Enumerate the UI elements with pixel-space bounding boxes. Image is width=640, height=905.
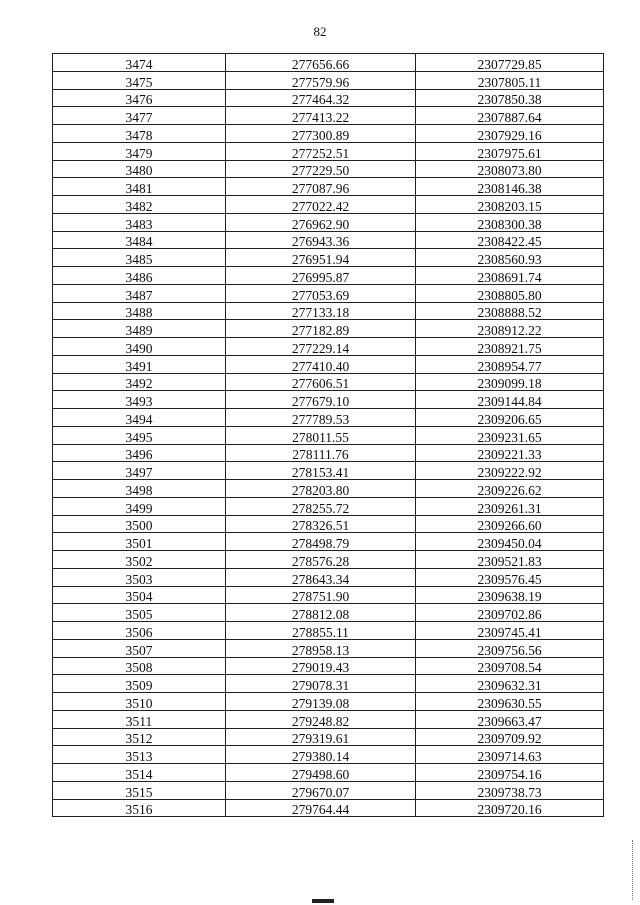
point-number-cell: 3509: [53, 675, 226, 693]
point-number-cell: 3502: [53, 551, 226, 569]
table-row: [53, 89, 604, 107]
y-coordinate-cell: 2307975.61: [416, 142, 604, 160]
point-number-cell: 3478: [53, 125, 226, 143]
y-coordinate-cell: 2309745.41: [416, 622, 604, 640]
point-number-cell: 3480: [53, 160, 226, 178]
point-number-cell: 3487: [53, 284, 226, 302]
table-row: [53, 54, 604, 72]
point-number-cell: 3515: [53, 781, 226, 799]
table-row: [53, 764, 604, 782]
x-coordinate-cell: 278111.76: [226, 444, 416, 462]
point-number-cell: 3479: [53, 142, 226, 160]
point-number-cell: 3493: [53, 391, 226, 409]
point-number-cell: 3476: [53, 89, 226, 107]
x-coordinate-cell: 277087.96: [226, 178, 416, 196]
table-row: [53, 480, 604, 498]
point-number-cell: 3500: [53, 515, 226, 533]
y-coordinate-cell: 2309206.65: [416, 409, 604, 427]
x-coordinate-cell: 277022.42: [226, 196, 416, 214]
x-coordinate-cell: 277464.32: [226, 89, 416, 107]
table-row: [53, 302, 604, 320]
table-row: [53, 249, 604, 267]
x-coordinate-cell: 277229.50: [226, 160, 416, 178]
x-coordinate-cell: 277656.66: [226, 54, 416, 72]
point-number-cell: 3510: [53, 693, 226, 711]
y-coordinate-cell: 2307887.64: [416, 107, 604, 125]
point-number-cell: 3511: [53, 710, 226, 728]
table-row: [53, 639, 604, 657]
y-coordinate-cell: 2308805.80: [416, 284, 604, 302]
point-number-cell: 3485: [53, 249, 226, 267]
y-coordinate-cell: 2308888.52: [416, 302, 604, 320]
table-row: [53, 515, 604, 533]
table-row: [53, 373, 604, 391]
y-coordinate-cell: 2309231.65: [416, 426, 604, 444]
x-coordinate-cell: 277229.14: [226, 338, 416, 356]
y-coordinate-cell: 2307805.11: [416, 71, 604, 89]
x-coordinate-cell: 277410.40: [226, 355, 416, 373]
table-row: [53, 426, 604, 444]
coordinates-table: [52, 53, 604, 817]
table-row: [53, 125, 604, 143]
table-row: [53, 622, 604, 640]
table-row: [53, 568, 604, 586]
table-row: [53, 338, 604, 356]
y-coordinate-cell: 2309702.86: [416, 604, 604, 622]
point-number-cell: 3505: [53, 604, 226, 622]
table-row: [53, 178, 604, 196]
table-row: [53, 497, 604, 515]
y-coordinate-cell: 2309576.45: [416, 568, 604, 586]
x-coordinate-cell: 277579.96: [226, 71, 416, 89]
point-number-cell: 3481: [53, 178, 226, 196]
bottom-mark: [312, 899, 334, 903]
page-number: 82: [313, 24, 327, 39]
y-coordinate-cell: 2309756.56: [416, 639, 604, 657]
point-number-cell: 3497: [53, 462, 226, 480]
y-coordinate-cell: 2308300.38: [416, 213, 604, 231]
x-coordinate-cell: 279319.61: [226, 728, 416, 746]
table-row: [53, 551, 604, 569]
point-number-cell: 3475: [53, 71, 226, 89]
table-row: [53, 586, 604, 604]
point-number-cell: 3490: [53, 338, 226, 356]
y-coordinate-cell: 2309638.19: [416, 586, 604, 604]
y-coordinate-cell: 2309144.84: [416, 391, 604, 409]
point-number-cell: 3496: [53, 444, 226, 462]
x-coordinate-cell: 279019.43: [226, 657, 416, 675]
x-coordinate-cell: 278255.72: [226, 497, 416, 515]
y-coordinate-cell: 2309754.16: [416, 764, 604, 782]
table-row: [53, 462, 604, 480]
x-coordinate-cell: 277053.69: [226, 284, 416, 302]
point-number-cell: 3488: [53, 302, 226, 320]
point-number-cell: 3495: [53, 426, 226, 444]
point-number-cell: 3491: [53, 355, 226, 373]
table-row: [53, 231, 604, 249]
x-coordinate-cell: 278812.08: [226, 604, 416, 622]
x-coordinate-cell: 277679.10: [226, 391, 416, 409]
x-coordinate-cell: 278203.80: [226, 480, 416, 498]
x-coordinate-cell: 279380.14: [226, 746, 416, 764]
table-row: [53, 409, 604, 427]
x-coordinate-cell: 277252.51: [226, 142, 416, 160]
y-coordinate-cell: 2309720.16: [416, 799, 604, 817]
table-row: [53, 533, 604, 551]
y-coordinate-cell: 2308954.77: [416, 355, 604, 373]
table-row: [53, 107, 604, 125]
table-row: [53, 675, 604, 693]
x-coordinate-cell: 279670.07: [226, 781, 416, 799]
y-coordinate-cell: 2308073.80: [416, 160, 604, 178]
table-row: [53, 391, 604, 409]
y-coordinate-cell: 2308146.38: [416, 178, 604, 196]
point-number-cell: 3513: [53, 746, 226, 764]
y-coordinate-cell: 2308203.15: [416, 196, 604, 214]
y-coordinate-cell: 2309738.73: [416, 781, 604, 799]
table-row: [53, 267, 604, 285]
y-coordinate-cell: 2309261.31: [416, 497, 604, 515]
y-coordinate-cell: 2309099.18: [416, 373, 604, 391]
point-number-cell: 3477: [53, 107, 226, 125]
x-coordinate-cell: 278498.79: [226, 533, 416, 551]
y-coordinate-cell: 2307850.38: [416, 89, 604, 107]
x-coordinate-cell: 279498.60: [226, 764, 416, 782]
table-row: [53, 320, 604, 338]
table-row: [53, 781, 604, 799]
x-coordinate-cell: 276943.36: [226, 231, 416, 249]
x-coordinate-cell: 278855.11: [226, 622, 416, 640]
y-coordinate-cell: 2309222.92: [416, 462, 604, 480]
table-row: [53, 657, 604, 675]
y-coordinate-cell: 2308691.74: [416, 267, 604, 285]
y-coordinate-cell: 2309226.62: [416, 480, 604, 498]
point-number-cell: 3516: [53, 799, 226, 817]
y-coordinate-cell: 2309221.33: [416, 444, 604, 462]
table-row: [53, 355, 604, 373]
y-coordinate-cell: 2309450.04: [416, 533, 604, 551]
x-coordinate-cell: 278011.55: [226, 426, 416, 444]
point-number-cell: 3494: [53, 409, 226, 427]
x-coordinate-cell: 279248.82: [226, 710, 416, 728]
y-coordinate-cell: 2309632.31: [416, 675, 604, 693]
point-number-cell: 3506: [53, 622, 226, 640]
table-row: [53, 71, 604, 89]
point-number-cell: 3498: [53, 480, 226, 498]
x-coordinate-cell: 278326.51: [226, 515, 416, 533]
point-number-cell: 3508: [53, 657, 226, 675]
table-row: [53, 710, 604, 728]
y-coordinate-cell: 2307729.85: [416, 54, 604, 72]
table-row: [53, 444, 604, 462]
x-coordinate-cell: 276962.90: [226, 213, 416, 231]
point-number-cell: 3514: [53, 764, 226, 782]
x-coordinate-cell: 279139.08: [226, 693, 416, 711]
point-number-cell: 3512: [53, 728, 226, 746]
y-coordinate-cell: 2308921.75: [416, 338, 604, 356]
table-row: [53, 746, 604, 764]
table-row: [53, 196, 604, 214]
x-coordinate-cell: 279764.44: [226, 799, 416, 817]
y-coordinate-cell: 2309630.55: [416, 693, 604, 711]
point-number-cell: 3504: [53, 586, 226, 604]
x-coordinate-cell: 278751.90: [226, 586, 416, 604]
point-number-cell: 3489: [53, 320, 226, 338]
x-coordinate-cell: 279078.31: [226, 675, 416, 693]
edge-line: [632, 840, 634, 900]
point-number-cell: 3486: [53, 267, 226, 285]
table-row: [53, 142, 604, 160]
x-coordinate-cell: 277133.18: [226, 302, 416, 320]
table-row: [53, 284, 604, 302]
point-number-cell: 3474: [53, 54, 226, 72]
point-number-cell: 3484: [53, 231, 226, 249]
coordinates-table-body: [53, 54, 604, 817]
y-coordinate-cell: 2309663.47: [416, 710, 604, 728]
table-row: [53, 799, 604, 817]
point-number-cell: 3501: [53, 533, 226, 551]
x-coordinate-cell: 276951.94: [226, 249, 416, 267]
x-coordinate-cell: 278153.41: [226, 462, 416, 480]
x-coordinate-cell: 277789.53: [226, 409, 416, 427]
point-number-cell: 3503: [53, 568, 226, 586]
x-coordinate-cell: 277413.22: [226, 107, 416, 125]
x-coordinate-cell: 277606.51: [226, 373, 416, 391]
y-coordinate-cell: 2307929.16: [416, 125, 604, 143]
point-number-cell: 3483: [53, 213, 226, 231]
x-coordinate-cell: 278958.13: [226, 639, 416, 657]
table-row: [53, 604, 604, 622]
point-number-cell: 3499: [53, 497, 226, 515]
x-coordinate-cell: 278576.28: [226, 551, 416, 569]
x-coordinate-cell: 278643.34: [226, 568, 416, 586]
table-row: [53, 160, 604, 178]
table-row: [53, 728, 604, 746]
y-coordinate-cell: 2309714.63: [416, 746, 604, 764]
x-coordinate-cell: 276995.87: [226, 267, 416, 285]
point-number-cell: 3507: [53, 639, 226, 657]
table-row: [53, 213, 604, 231]
y-coordinate-cell: 2308560.93: [416, 249, 604, 267]
y-coordinate-cell: 2309266.60: [416, 515, 604, 533]
point-number-cell: 3492: [53, 373, 226, 391]
y-coordinate-cell: 2309709.92: [416, 728, 604, 746]
y-coordinate-cell: 2308912.22: [416, 320, 604, 338]
table-row: [53, 693, 604, 711]
y-coordinate-cell: 2308422.45: [416, 231, 604, 249]
y-coordinate-cell: 2309521.83: [416, 551, 604, 569]
y-coordinate-cell: 2309708.54: [416, 657, 604, 675]
x-coordinate-cell: 277300.89: [226, 125, 416, 143]
x-coordinate-cell: 277182.89: [226, 320, 416, 338]
point-number-cell: 3482: [53, 196, 226, 214]
